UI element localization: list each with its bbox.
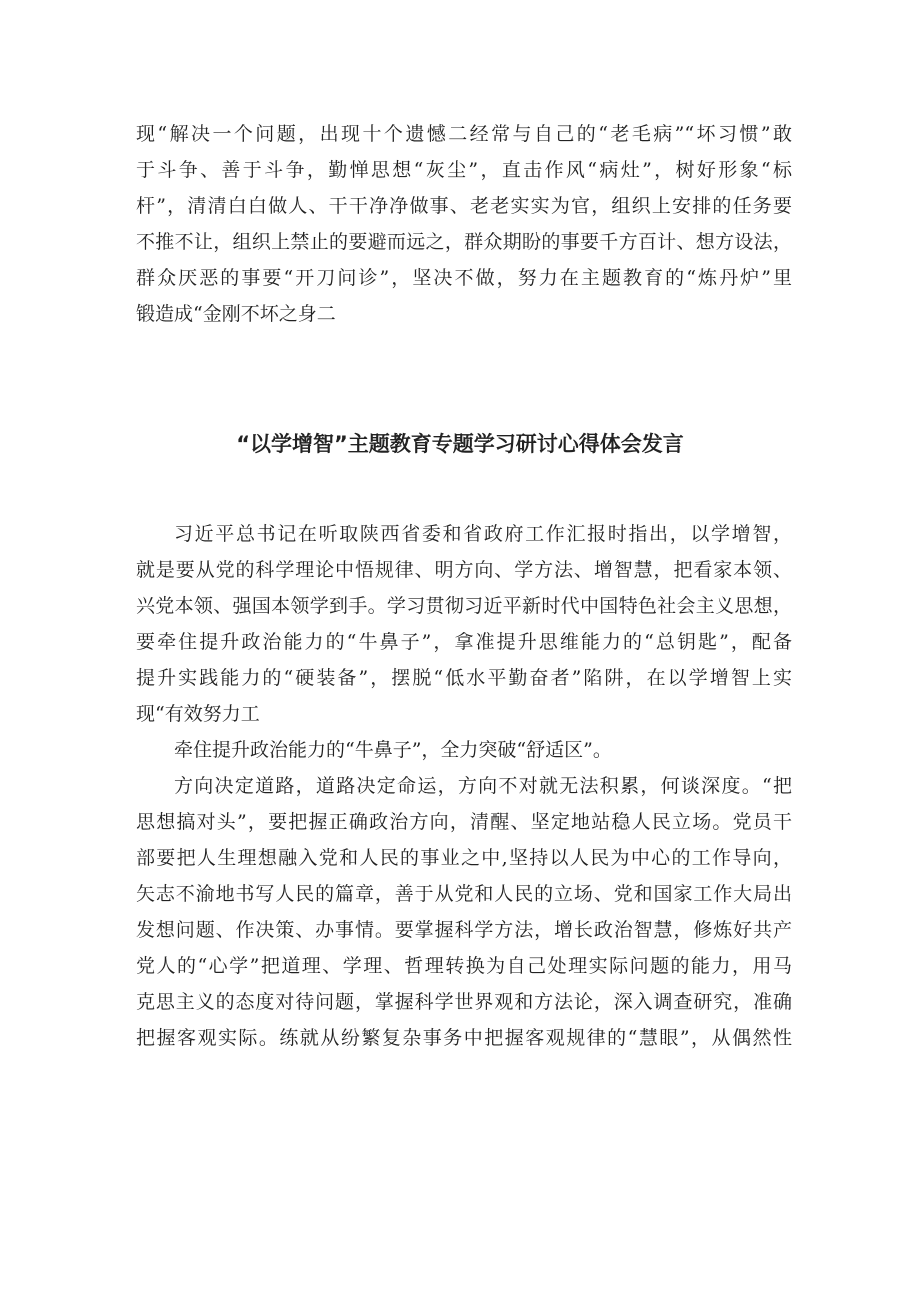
document-title: “以学增智”主题教育专题学习研讨心得体会发言 xyxy=(236,432,684,456)
intro-line-1: 现“解决一个问题，出现十个遗憾二经常与自己的“老毛病”“坏习惯”敢 xyxy=(136,123,792,145)
intro-line-6: 锻造成“金刚不坏之身二 xyxy=(136,303,336,325)
paragraph-1-line-3: 兴党本领、强国本领学到手。学习贯彻习近平新时代中国特色社会主义思想， xyxy=(136,595,792,617)
intro-line-4: 不推不让，组织上禁止的要避而远之，群众期盼的事要千方百计、想方设法， xyxy=(136,231,792,253)
body-section xyxy=(136,516,792,1056)
paragraph-1-line-1: 习近平总书记在听取陕西省委和省政府工作汇报时指出，以学增智， xyxy=(174,523,792,545)
paragraph-3-line-8: 把握客观实际。练就从纷繁复杂事务中把握客观规律的“慧眼”，从偶然性 xyxy=(136,1027,792,1049)
paragraph-3-line-2: 思想搞对头”，要把握正确政治方向，清醒、坚定地站稳人民立场。党员干 xyxy=(136,811,792,833)
paragraph-1-line-4: 要牵住提升政治能力的“牛鼻子”，拿准提升思维能力的“总钥匙”，配备 xyxy=(136,631,792,653)
paragraph-3-line-5: 发想问题、作决策、办事情。要掌握科学方法，增长政治智慧，修炼好共产 xyxy=(136,919,792,941)
paragraph-1-line-2: 就是要从党的科学理论中悟规律、明方向、学方法、增智慧，把看家本领、 xyxy=(136,559,792,581)
paragraph-3-line-3: 部要把人生理想融入党和人民的事业之中,坚持以人民为中心的工作导向， xyxy=(136,847,792,869)
paragraph-1-line-5: 提升实践能力的“硬装备”，摆脱“低水平勤奋者”陷阱，在以学增智上实 xyxy=(136,667,792,689)
intro-line-2: 于斗争、善于斗争，勤惮思想“灰尘”，直击作风“病灶”，树好形象“标 xyxy=(136,159,792,181)
paragraph-1-line-6: 现“有效努力工 xyxy=(136,703,260,725)
paragraph-3-line-1: 方向决定道路，道路决定命运，方向不对就无法积累，何谈深度。“把 xyxy=(174,775,792,797)
paragraph-2-line-1: 牵住提升政治能力的“牛鼻子”，全力突破“舒适区”。 xyxy=(174,739,612,761)
paragraph-2 xyxy=(136,732,792,768)
paragraph-3-line-6: 党人的“心学”把道理、学理、哲理转换为自己处理实际问题的能力，用马 xyxy=(136,955,792,977)
paragraph-1 xyxy=(136,516,792,732)
paragraph-3-line-7: 克思主义的态度对待问题，掌握科学世界观和方法论，深入调查研究，准确 xyxy=(136,991,792,1013)
intro-paragraph xyxy=(136,116,792,332)
paragraph-3 xyxy=(136,768,792,1056)
paragraph-3-line-4: 矢志不渝地书写人民的篇章，善于从党和人民的立场、党和国家工作大局出 xyxy=(136,883,792,905)
intro-line-3: 杆”，清清白白做人、干干净净做事、老老实实为官，组织上安排的任务要 xyxy=(136,195,792,217)
intro-line-5: 群众厌恶的事要“开刀问诊”，坚决不做，努力在主题教育的“炼丹炉”里 xyxy=(136,267,792,289)
